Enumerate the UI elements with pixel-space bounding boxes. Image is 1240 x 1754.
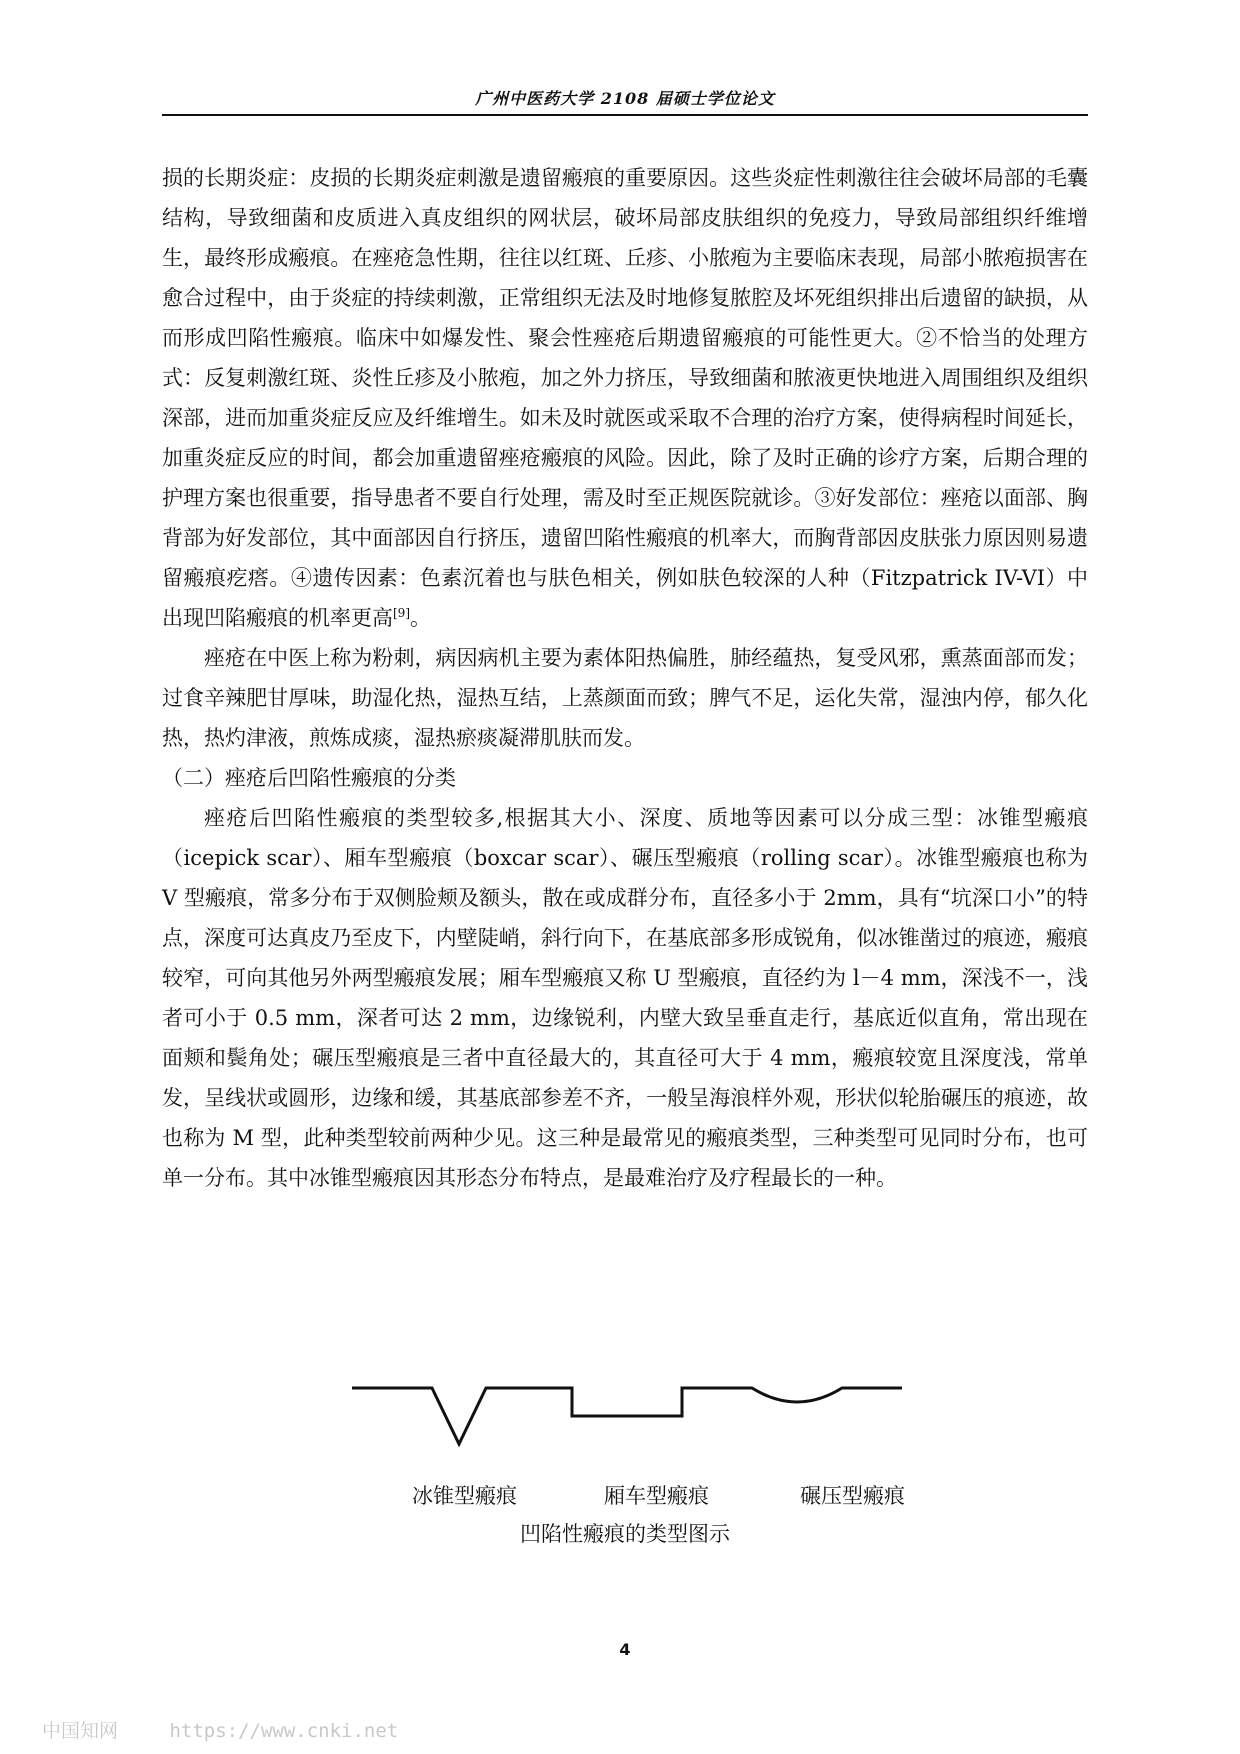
label-icepick-scar: 冰锥型瘢痕 — [412, 1484, 517, 1508]
scar-types-diagram — [352, 1384, 902, 1494]
header-rule — [162, 114, 1088, 116]
paragraph-3: 痤疮后凹陷性瘢痕的类型较多,根据其大小、深度、质地等因素可以分成三型：冰锥型瘢痕（icepick scar）、厢车型瘢痕（boxcar scar）、碾压型瘢痕（rolling scar）。冰锥型瘢痕也称为 V 型瘢痕，常多分布于双侧脸颊及额头，散在或成群分布，直径多小于 2mm，具有“坑深口小”的特点，深度可达真皮乃至皮下，内壁陡峭，斜行向下，在基底部多形成锐角，似冰锥凿过的痕迹，瘢痕较窄，可向其他另外两型瘢痕发展；厢车型瘢痕又称 U 型瘢痕，直径约为 l－4 mm，深浅不一，浅者可小于 0.5 mm，深者可达 2 mm，边缘锐利，内壁大致呈垂直走行，基底近似直角，常出现在面颊和鬓角处；碾压型瘢痕是三者中直径最大的，其直径可大于 4 mm，瘢痕较宽且深度浅，常单发，呈线状或圆形，边缘和缓，其基底部参差不齐，一般呈海浪样外观，形状似轮胎碾压的痕迹，故也称为 M 型，此种类型较前两种少见。这三种是最常见的瘢痕类型，三种类型可见同时分布，也可单一分布。其中冰锥型瘢痕因其形态分布特点，是最难治疗及疗程最长的一种。 — [162, 806, 1088, 1190]
watermark-url[interactable]: https://www.cnki.net — [169, 1720, 399, 1742]
cnki-logo: 中国知网 — [42, 1720, 119, 1742]
citation-ref[interactable]: [9] — [393, 606, 410, 620]
label-rolling-scar: 碾压型瘢痕 — [800, 1484, 905, 1508]
paragraph-2: 痤疮在中医上称为粉刺，病因病机主要为素体阳热偏胜，肺经蕴热，复受风邪，熏蒸面部而发；过食辛辣肥甘厚味，助湿化热，湿热互结，上蒸颜面而致；脾气不足，运化失常，湿浊内停，郁久化热，热灼津液，煎炼成痰，湿热瘀痰凝滞肌肤而发。 — [162, 646, 1088, 750]
page-number: 4 — [619, 1640, 631, 1659]
label-boxcar-scar: 厢车型瘢痕 — [604, 1484, 709, 1508]
section-heading: （二）痤疮后凹陷性瘢痕的分类 — [162, 766, 456, 790]
body-text — [162, 158, 1088, 1198]
watermark — [42, 1716, 398, 1743]
paragraph-1-end: 。 — [410, 606, 431, 630]
figure-caption: 凹陷性瘢痕的类型图示 — [520, 1522, 730, 1546]
scar-profile-line — [352, 1388, 902, 1444]
paragraph-1 — [162, 158, 1088, 638]
paragraph-1-text: 损的长期炎症：皮损的长期炎症刺激是遗留瘢痕的重要原因。这些炎症性刺激往往会破坏局部的毛囊结构，导致细菌和皮质进入真皮组织的网状层，破坏局部皮肤组织的免疫力，导致局部组织纤维增生，最终形成瘢痕。在痤疮急性期，往往以红斑、丘疹、小脓疱为主要临床表现，局部小脓疱损害在愈合过程中，由于炎症的持续刺激，正常组织无法及时地修复脓腔及坏死组织排出后遗留的缺损，从而形成凹陷性瘢痕。临床中如爆发性、聚会性痤疮后期遗留瘢痕的可能性更大。②不恰当的处理方式：反复刺激红斑、炎性丘疹及小脓疱，加之外力挤压，导致细菌和脓液更快地进入周围组织及组织深部，进而加重炎症反应及纤维增生。如未及时就医或采取不合理的治疗方案，使得病程时间延长，加重炎症反应的时间，都会加重遗留痤疮瘢痕的风险。因此，除了及时正确的诊疗方案，后期合理的护理方案也很重要，指导患者不要自行处理，需及时至正规医院就诊。③好发部位：痤疮以面部、胸背部为好发部位，其中面部因自行挤压，遗留凹陷性瘢痕的机率大，而胸背部因皮肤张力原因则易遗留瘢痕疙瘩。④遗传因素：色素沉着也与肤色相关，例如肤色较深的人种（Fitzpatrick IV-VI）中出现凹陷瘢痕的机率更高 — [162, 166, 1088, 630]
running-header: 广州中医药大学 2108 届硕士学位论文 — [475, 89, 775, 108]
